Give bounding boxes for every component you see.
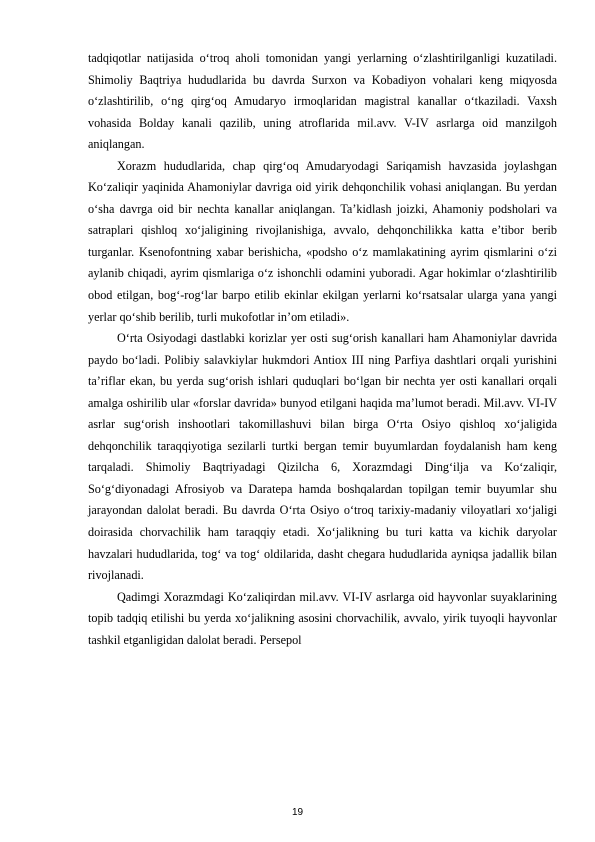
paragraph-4: Qadimgi Xorazmdagi Ko‘zaliqirdan mil.avv. VI-IV asrlarga oid hayvonlar suyaklarining topib tadqiq etilishi bu yerda xo‘jalikning asosini chorvachilik, avvalo, yirik tuyoqli hayvonlar tashkil etganligidan dalolat beradi. Persepol [88, 589, 557, 647]
page-body [88, 48, 557, 651]
page-number: 19 [291, 807, 304, 818]
paragraph-3: O‘rta Osiyodagi dastlabki korizlar yer osti sug‘orish kanallari ham Ahamoniylar davrida paydo bo‘ladi. Polibiy salavkiylar hukmdori Antiox III ning Parfiya dashtlari orqali yurishini ta’riflar ekan, bu yerda sug‘orish ishlari quduqlari bo‘lgan bir nechta yer osti kanallari orqali amalga oshirilib ular «forslar davrida» bunyod etilgani haqida ma’lumot beradi. Mil.avv. VI-IV asrlar sug‘orish inshootlari takomillashuvi bilan birga O‘rta Osiyo qishloq xo‘jaligida dehqonchilik taraqqiyotiga sezilarli turtki bergan temir buyumlardan foydalanish ham keng tarqaladi. Shimoliy Baqtriyadagi Qizilcha 6, Xorazmdagi Ding‘ilja va Ko‘zaliqir, So‘g‘diyonadagi Afrosiyob va Daratepa hamda boshqalardan topilgan temir buyumlar shu jarayondan dalolat beradi. Bu davrda O‘rta Osiyo o‘troq tarixiy-madaniy viloyatlari xo‘jaligi doirasida chorvachilik ham taraqqiy etadi. Xo‘jalikning bu turi katta va kichik daryolar havzalari hududlarida, tog‘ va tog‘ oldilarida, dasht chegara hududlarida ayniqsa jadallik bilan rivojlanadi. [88, 331, 557, 583]
paragraph-2: Xorazm hududlarida, chap qirg‘oq Amudaryodagi Sariqamish havzasida joylashgan Ko‘zaliqir yaqinida Ahamoniylar davriga oid yirik dehqonchilik vohasi aniqlangan. Bu yerdan o‘sha davrga oid bir nechta kanallar aniqlangan. Ta’kidlash joizki, Ahamoniy podsholari va satraplari qishloq xo‘jaligining rivojlanishiga, avvalo, dehqonchilikka katta e’tibor berib turganlar. Ksenofontning xabar berishicha, «podsho o‘z mamlakatining ayrim qismlarini o‘zi aylanib chiqadi, ayrim qismlariga o‘z ishonchli odamini yuboradi. Agar hokimlar o‘zlashtirilib obod etilgan, bog‘-rog‘lar barpo etilib ekinlar ekilgan yerlarni ko‘rsatsalar ularga yana yangi yerlar qo‘shib berilib, turli mukofotlar in’om etiladi». [88, 158, 557, 324]
paragraph-1: tadqiqotlar natijasida o‘troq aholi tomonidan yangi yerlarning o‘zlashtirilganligi kuzatiladi. Shimoliy Baqtriya hududlarida bu davrda Surxon va Kobadiyon vohalari keng miqyosda o‘zlashtirilib, o‘ng qirg‘oq Amudaryo irmoqlaridan magistral kanallar o‘tkaziladi. Vaxsh vohasida Bolday kanali qazilib, uning atroflarida mil.avv. V-IV asrlarga oid manzilgoh aniqlangan. [88, 51, 557, 152]
